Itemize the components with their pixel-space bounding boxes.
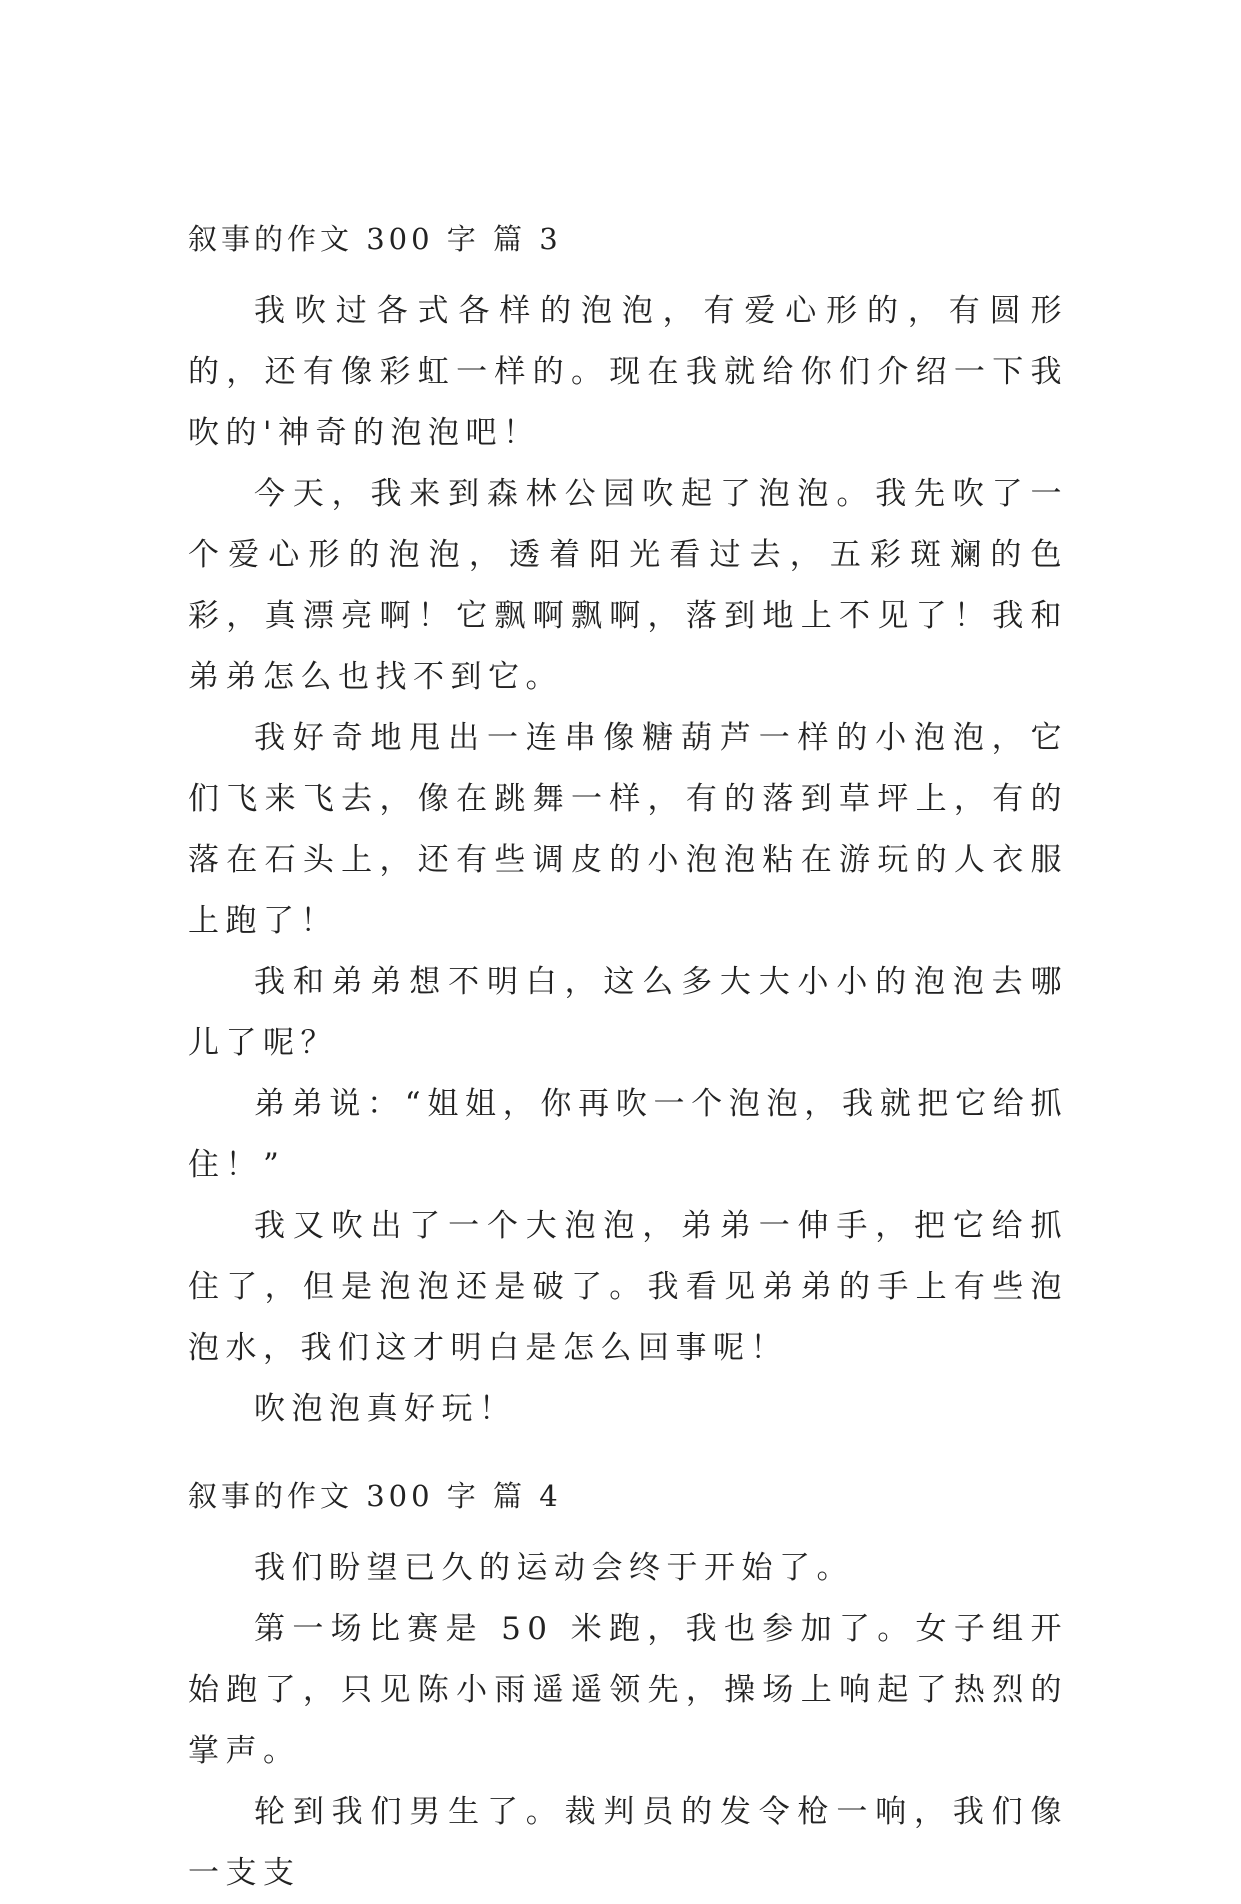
section-title: 叙事的作文 300 字 篇 3 [188,222,562,256]
paragraph: 我和弟弟想不明白，这么多大大小小的泡泡去哪儿了呢？ [188,964,1068,1061]
paragraph: 今天，我来到森林公园吹起了泡泡。我先吹了一个爱心形的泡泡，透着阳光看过去，五彩斑斓的色彩，真漂亮啊！它飘啊飘啊，落到地上不见了！我和弟弟怎么也找不到它。 [188,476,1068,695]
paragraph: 轮到我们男生了。裁判员的发令枪一响，我们像一支支 [188,1794,1068,1891]
paragraph: 我又吹出了一个大泡泡，弟弟一伸手，把它给抓住了，但是泡泡还是破了。我看见弟弟的手上有些泡泡水，我们这才明白是怎么回事呢！ [188,1208,1068,1366]
paragraph: 我们盼望已久的运动会终于开始了。 [254,1550,854,1586]
paragraph: 第一场比赛是 50 米跑，我也参加了。女子组开始跑了，只见陈小雨遥遥领先，操场上响起了热烈的掌声。 [188,1611,1068,1769]
document-body [188,219,1068,1904]
paragraph: 吹泡泡真好玩！ [254,1391,517,1427]
paragraph: 我好奇地甩出一连串像糖葫芦一样的小泡泡，它们飞来飞去，像在跳舞一样，有的落到草坪上，有的落在石头上，还有些调皮的小泡泡粘在游玩的人衣服上跑了！ [188,720,1068,939]
paragraph: 弟弟说：“姐姐，你再吹一个泡泡，我就把它给抓住！” [188,1086,1068,1183]
paragraph: 我吹过各式各样的泡泡，有爱心形的，有圆形的，还有像彩虹一样的。现在我就给你们介绍一下我吹的'神奇的泡泡吧！ [188,293,1068,451]
section-title: 叙事的作文 300 字 篇 4 [188,1479,562,1513]
